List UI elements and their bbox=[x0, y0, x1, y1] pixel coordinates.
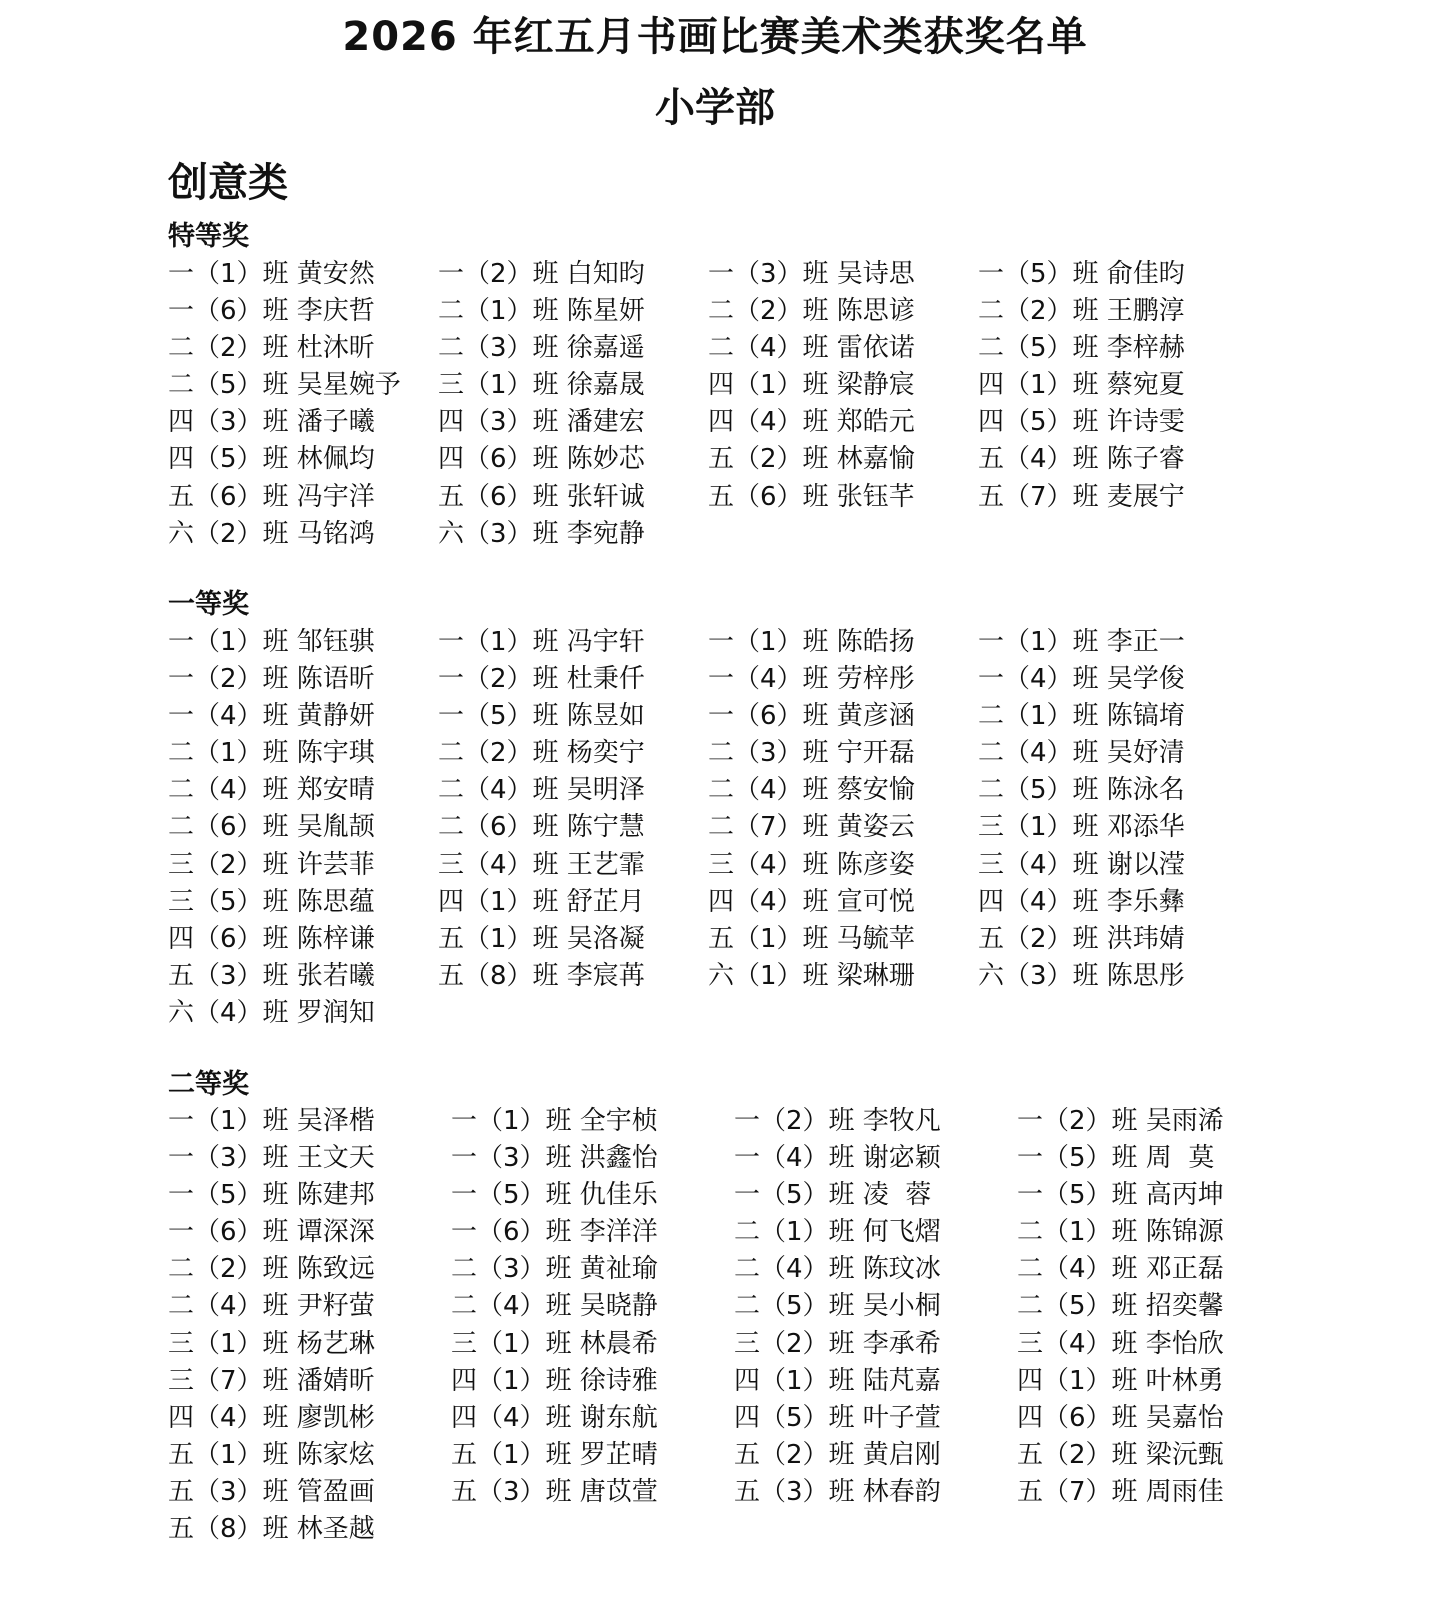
award-entry: 五（3）班 管盈画 bbox=[168, 1476, 375, 1507]
award-entry: 一（4）班 劳梓彤 bbox=[708, 664, 915, 695]
award-entry: 四（4）班 郑皓元 bbox=[708, 407, 915, 438]
category-title: 创意类 bbox=[168, 160, 288, 206]
award-entry: 一（5）班 陈建邦 bbox=[168, 1180, 375, 1211]
award-entry: 一（2）班 吴雨浠 bbox=[1017, 1106, 1224, 1136]
award-entry: 二（5）班 吴小桐 bbox=[734, 1291, 941, 1322]
award-entry: 一（3）班 王文天 bbox=[168, 1143, 375, 1174]
award-entry: 六（1）班 梁琳珊 bbox=[708, 960, 915, 991]
award-entry: 四（4）班 李乐彝 bbox=[978, 886, 1185, 917]
award-entry: 五（2）班 梁沅甄 bbox=[1017, 1439, 1224, 1470]
award-entry: 二（4）班 郑安晴 bbox=[168, 775, 375, 806]
award-title-first: 一等奖 bbox=[168, 589, 249, 620]
award-list-first bbox=[168, 624, 1248, 1032]
award-entry: 五（6）班 张轩诚 bbox=[438, 481, 645, 512]
award-entry: 二（1）班 陈锦源 bbox=[1017, 1217, 1224, 1248]
award-entry: 一（1）班 吴泽楷 bbox=[168, 1106, 375, 1136]
award-entry: 一（5）班 仇佳乐 bbox=[451, 1180, 658, 1211]
award-entry: 五（6）班 冯宇洋 bbox=[168, 481, 375, 512]
award-entry: 一（5）班 周 莫 bbox=[1017, 1143, 1215, 1174]
award-entry: 六（3）班 李宛静 bbox=[438, 518, 645, 549]
award-entry: 二（4）班 吴明泽 bbox=[438, 775, 645, 806]
award-entry: 二（4）班 邓正磊 bbox=[1017, 1254, 1224, 1285]
award-entry: 二（4）班 陈玟冰 bbox=[734, 1254, 941, 1285]
award-entry: 一（6）班 黄彦涵 bbox=[708, 701, 915, 732]
award-entry: 一（5）班 凌 蓉 bbox=[734, 1180, 932, 1211]
award-entry: 二（5）班 李梓赫 bbox=[978, 333, 1185, 364]
award-entry: 五（8）班 李宸苒 bbox=[438, 960, 645, 991]
award-entry: 五（2）班 林嘉愉 bbox=[708, 444, 915, 475]
award-entry: 一（1）班 冯宇轩 bbox=[438, 627, 645, 657]
award-entry: 二（6）班 陈宁慧 bbox=[438, 812, 645, 843]
award-entry: 一（5）班 陈昱如 bbox=[438, 701, 645, 732]
award-list-special bbox=[168, 256, 1248, 553]
award-title-second: 二等奖 bbox=[168, 1069, 249, 1100]
award-entry: 二（4）班 雷依诺 bbox=[708, 333, 915, 364]
document-title: 2026 年红五月书画比赛美术类获奖名单 bbox=[342, 14, 1088, 60]
award-entry: 二（7）班 黄姿云 bbox=[708, 812, 915, 843]
division-title: 小学部 bbox=[655, 85, 775, 131]
award-entry: 四（6）班 吴嘉怡 bbox=[1017, 1402, 1224, 1433]
award-entry: 四（5）班 叶子萱 bbox=[734, 1402, 941, 1433]
award-entry: 一（1）班 邹钰骐 bbox=[168, 627, 375, 657]
award-entry: 四（3）班 潘子曦 bbox=[168, 407, 375, 438]
award-entry: 二（2）班 杜沐昕 bbox=[168, 333, 375, 364]
award-entry: 四（1）班 陆芃嘉 bbox=[734, 1365, 941, 1396]
award-entry: 一（1）班 全宇桢 bbox=[451, 1106, 658, 1136]
award-entry: 三（1）班 邓添华 bbox=[978, 812, 1185, 843]
award-entry: 一（1）班 黄安然 bbox=[168, 259, 375, 289]
award-entry: 五（6）班 张钰芊 bbox=[708, 481, 915, 512]
award-entry: 一（4）班 谢宓颖 bbox=[734, 1143, 941, 1174]
award-entry: 二（2）班 王鹏淳 bbox=[978, 296, 1185, 327]
award-entry: 五（7）班 麦展宁 bbox=[978, 481, 1185, 512]
award-entry: 三（4）班 王艺霏 bbox=[438, 849, 645, 880]
award-entry: 五（1）班 罗芷晴 bbox=[451, 1439, 658, 1470]
award-entry: 四（1）班 叶林勇 bbox=[1017, 1365, 1224, 1396]
award-entry: 四（6）班 陈妙芯 bbox=[438, 444, 645, 475]
award-title-special: 特等奖 bbox=[168, 221, 249, 252]
award-entry: 四（5）班 许诗雯 bbox=[978, 407, 1185, 438]
award-entry: 二（5）班 招奕馨 bbox=[1017, 1291, 1224, 1322]
award-entry: 五（1）班 吴洛凝 bbox=[438, 923, 645, 954]
award-entry: 四（4）班 廖凯彬 bbox=[168, 1402, 375, 1433]
award-entry: 五（7）班 周雨佳 bbox=[1017, 1476, 1224, 1507]
award-entry: 一（4）班 吴学俊 bbox=[978, 664, 1185, 695]
award-entry: 一（1）班 李正一 bbox=[978, 627, 1185, 657]
award-entry: 三（1）班 徐嘉晟 bbox=[438, 370, 645, 401]
award-entry: 四（1）班 舒芷月 bbox=[438, 886, 645, 917]
award-entry: 三（4）班 陈彦姿 bbox=[708, 849, 915, 880]
award-entry: 五（3）班 张若曦 bbox=[168, 960, 375, 991]
award-entry: 五（2）班 洪玮婧 bbox=[978, 923, 1185, 954]
award-entry: 二（4）班 吴晓静 bbox=[451, 1291, 658, 1322]
award-entry: 四（5）班 林佩均 bbox=[168, 444, 375, 475]
award-entry: 二（3）班 黄祉瑜 bbox=[451, 1254, 658, 1285]
award-entry: 二（3）班 徐嘉遥 bbox=[438, 333, 645, 364]
award-entry: 一（6）班 李洋洋 bbox=[451, 1217, 658, 1248]
award-entry: 五（4）班 陈子睿 bbox=[978, 444, 1185, 475]
award-entry: 四（1）班 梁静宸 bbox=[708, 370, 915, 401]
award-entry: 一（6）班 李庆哲 bbox=[168, 296, 375, 327]
award-entry: 四（1）班 徐诗雅 bbox=[451, 1365, 658, 1396]
award-entry: 一（5）班 高丙坤 bbox=[1017, 1180, 1224, 1211]
award-entry: 一（2）班 陈语昕 bbox=[168, 664, 375, 695]
award-entry: 二（4）班 尹籽萤 bbox=[168, 1291, 375, 1322]
award-entry: 三（4）班 李怡欣 bbox=[1017, 1328, 1224, 1359]
award-entry: 一（2）班 杜秉仟 bbox=[438, 664, 645, 695]
award-entry: 五（3）班 唐苡萱 bbox=[451, 1476, 658, 1507]
award-entry: 二（2）班 杨奕宁 bbox=[438, 738, 645, 769]
award-entry: 三（7）班 潘婧昕 bbox=[168, 1365, 375, 1396]
award-entry: 一（3）班 吴诗思 bbox=[708, 259, 915, 289]
award-entry: 二（4）班 吴妤清 bbox=[978, 738, 1185, 769]
award-entry: 三（1）班 林晨希 bbox=[451, 1328, 658, 1359]
award-entry: 一（2）班 白知昀 bbox=[438, 259, 645, 289]
award-entry: 五（2）班 黄启刚 bbox=[734, 1439, 941, 1470]
award-entry: 六（4）班 罗润知 bbox=[168, 997, 375, 1028]
award-entry: 二（1）班 陈星妍 bbox=[438, 296, 645, 327]
award-entry: 四（1）班 蔡宛夏 bbox=[978, 370, 1185, 401]
award-entry: 四（6）班 陈梓谦 bbox=[168, 923, 375, 954]
award-entry: 五（1）班 马毓苹 bbox=[708, 923, 915, 954]
award-entry: 三（5）班 陈思蕴 bbox=[168, 886, 375, 917]
award-entry: 四（4）班 宣可悦 bbox=[708, 886, 915, 917]
award-entry: 一（2）班 李牧凡 bbox=[734, 1106, 941, 1136]
award-entry: 二（2）班 陈思谚 bbox=[708, 296, 915, 327]
award-entry: 二（5）班 吴星婉予 bbox=[168, 370, 401, 401]
award-list-second bbox=[168, 1103, 1300, 1548]
award-entry: 三（4）班 谢以滢 bbox=[978, 849, 1185, 880]
award-entry: 三（1）班 杨艺琳 bbox=[168, 1328, 375, 1359]
award-entry: 四（4）班 谢东航 bbox=[451, 1402, 658, 1433]
award-entry: 五（1）班 陈家炫 bbox=[168, 1439, 375, 1470]
award-entry: 二（1）班 陈宇琪 bbox=[168, 738, 375, 769]
award-entry: 二（1）班 陈镐堉 bbox=[978, 701, 1185, 732]
award-entry: 一（4）班 黄静妍 bbox=[168, 701, 375, 732]
award-entry: 一（3）班 洪鑫怡 bbox=[451, 1143, 658, 1174]
award-entry: 六（2）班 马铭鸿 bbox=[168, 518, 375, 549]
award-entry: 四（3）班 潘建宏 bbox=[438, 407, 645, 438]
award-entry: 二（1）班 何飞熠 bbox=[734, 1217, 941, 1248]
award-entry: 二（2）班 陈致远 bbox=[168, 1254, 375, 1285]
award-entry: 五（3）班 林春韵 bbox=[734, 1476, 941, 1507]
award-entry: 六（3）班 陈思彤 bbox=[978, 960, 1185, 991]
award-entry: 一（1）班 陈皓扬 bbox=[708, 627, 915, 657]
award-entry: 一（5）班 俞佳昀 bbox=[978, 259, 1185, 289]
award-entry: 三（2）班 许芸菲 bbox=[168, 849, 375, 880]
award-entry: 二（5）班 陈泳名 bbox=[978, 775, 1185, 806]
award-entry: 一（6）班 谭深深 bbox=[168, 1217, 375, 1248]
award-entry: 二（3）班 宁开磊 bbox=[708, 738, 915, 769]
award-entry: 二（6）班 吴胤颉 bbox=[168, 812, 375, 843]
award-entry: 二（4）班 蔡安愉 bbox=[708, 775, 915, 806]
award-entry: 三（2）班 李承希 bbox=[734, 1328, 941, 1359]
award-entry: 五（8）班 林圣越 bbox=[168, 1514, 375, 1545]
